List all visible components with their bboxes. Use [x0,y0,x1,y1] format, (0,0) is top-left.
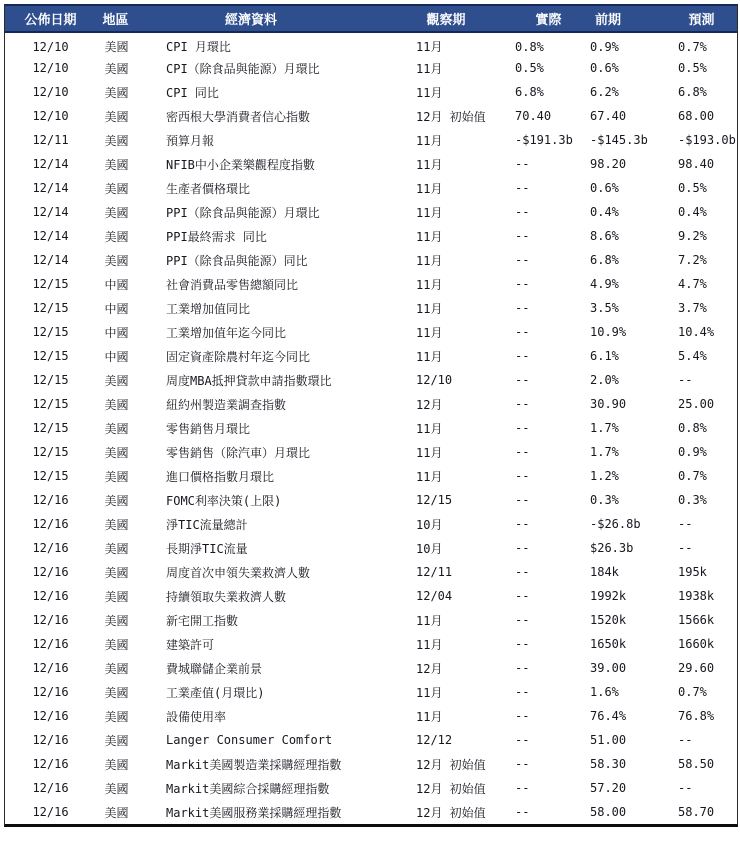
cell-indicator: 持續領取失業救濟人數 [166,589,287,604]
cell-date: 12/16 [32,637,69,651]
column-header-date: 公佈日期 [24,13,77,28]
cell-indicator: 周度首次申領失業救濟人數 [166,565,311,580]
cell-region: 美國 [104,757,129,772]
cell-forecast: 5.4% [678,349,707,363]
cell-date: 12/16 [32,565,69,579]
cell-period: 11月 [416,613,443,628]
cell-region: 美國 [104,40,129,54]
cell-region: 美國 [104,781,129,796]
cell-indicator: 預算月報 [166,133,215,148]
cell-prior: 1.6% [590,685,619,699]
cell-region: 美國 [104,253,129,268]
cell-actual: -- [515,421,530,435]
cell-indicator: 固定資產除農村年迄今同比 [166,349,311,364]
cell-date: 12/14 [32,229,69,243]
column-header-indicator: 經濟資料 [224,13,277,28]
cell-indicator: 費城聯儲企業前景 [166,661,263,676]
cell-period: 12月 [416,397,443,412]
cell-forecast: 0.8% [678,421,707,435]
cell-forecast: 0.5% [678,61,707,75]
cell-period: 11月 [416,277,443,292]
cell-prior: 1650k [590,637,627,651]
cell-prior: 1.2% [590,469,619,483]
cell-region: 美國 [104,181,129,196]
cell-period: 11月 [416,133,443,148]
cell-date: 12/15 [32,277,69,291]
cell-date: 12/16 [32,661,69,675]
cell-forecast: 29.60 [678,661,715,675]
cell-period: 11月 [416,445,443,460]
cell-region: 美國 [104,589,129,604]
cell-indicator: 進口價格指數月環比 [166,469,275,484]
cell-actual: -- [515,325,530,339]
cell-period: 11月 [416,181,443,196]
cell-period: 11月 [416,229,443,244]
cell-actual: -- [515,253,530,267]
cell-forecast: -- [678,781,693,795]
cell-forecast: 3.7% [678,301,707,315]
table-row [5,632,737,656]
cell-forecast: -- [678,733,693,747]
cell-prior: $26.3b [590,541,634,555]
cell-indicator: CPI 同比 [166,85,219,100]
cell-forecast: 10.4% [678,325,715,339]
cell-region: 美國 [104,229,129,244]
cell-date: 12/10 [32,109,69,123]
cell-indicator: 工業產值(月環比) [166,685,265,700]
cell-prior: 57.20 [590,781,627,795]
cell-actual: -- [515,685,530,699]
cell-prior: 0.4% [590,205,619,219]
cell-region: 美國 [104,469,129,484]
cell-indicator: 零售銷售月環比 [166,421,251,436]
cell-region: 美國 [104,493,129,508]
cell-indicator: 設備使用率 [166,709,227,724]
table-row [5,728,737,752]
cell-region: 美國 [104,733,129,748]
cell-region: 中國 [104,325,129,340]
cell-indicator: 零售銷售（除汽車）月環比 [166,445,311,460]
cell-indicator: 新宅開工指數 [166,613,239,628]
cell-indicator: PPI最終需求 同比 [166,229,267,244]
cell-prior: 4.9% [590,277,619,291]
table-row [5,752,737,776]
cell-region: 美國 [104,157,129,172]
cell-forecast: 4.7% [678,277,707,291]
cell-actual: -- [515,445,530,459]
cell-region: 美國 [104,109,129,124]
cell-indicator: NFIB中小企業樂觀程度指數 [166,157,315,172]
cell-date: 12/15 [32,397,69,411]
table-row [5,224,737,248]
table-row [5,320,737,344]
cell-prior: 0.6% [590,61,619,75]
cell-forecast: 98.40 [678,157,715,171]
cell-forecast: 58.50 [678,757,715,771]
cell-prior: 6.1% [590,349,619,363]
cell-period: 12月 [416,661,443,676]
cell-region: 美國 [104,541,129,556]
cell-date: 12/16 [32,733,69,747]
cell-prior: 39.00 [590,661,627,675]
table-row [5,680,737,704]
cell-date: 12/16 [32,685,69,699]
cell-forecast: -$193.0b [678,133,736,147]
cell-date: 12/16 [32,493,69,507]
column-header-actual: 實際 [535,13,562,28]
cell-indicator: 長期淨TIC流量 [166,541,248,556]
cell-forecast: 25.00 [678,397,715,411]
table-row [5,392,737,416]
cell-date: 12/15 [32,445,69,459]
table-row [5,656,737,680]
cell-date: 12/16 [32,517,69,531]
cell-period: 12/04 [416,589,453,603]
cell-actual: -- [515,805,530,819]
cell-prior: 30.90 [590,397,627,411]
cell-region: 美國 [104,709,129,724]
cell-indicator: Markit美國製造業採購經理指數 [166,757,342,772]
cell-date: 12/15 [32,373,69,387]
cell-forecast: 0.9% [678,445,707,459]
cell-actual: -- [515,709,530,723]
cell-prior: 3.5% [590,301,619,315]
cell-actual: 0.5% [515,61,544,75]
cell-prior: 6.2% [590,85,619,99]
table-row [5,104,737,128]
table-row [5,344,737,368]
cell-forecast: 58.70 [678,805,715,819]
cell-date: 12/16 [32,805,69,819]
cell-indicator: Markit美國綜合採購經理指數 [166,781,330,796]
cell-date: 12/15 [32,325,69,339]
table-row [5,56,737,80]
cell-period: 11月 [416,325,443,340]
cell-period: 11月 [416,61,443,76]
cell-actual: -- [515,349,530,363]
cell-indicator: 建築許可 [166,637,215,652]
cell-period: 12/12 [416,733,453,747]
table-row [5,176,737,200]
cell-prior: 0.9% [590,39,619,54]
table-row [5,272,737,296]
cell-date: 12/14 [32,253,69,267]
cell-forecast: 0.3% [678,493,707,507]
cell-date: 12/14 [32,181,69,195]
cell-prior: 8.6% [590,229,619,243]
cell-forecast: 0.4% [678,205,707,219]
cell-actual: -- [515,565,530,579]
cell-actual: -- [515,757,530,771]
cell-period: 11月 [416,421,443,436]
cell-prior: 58.30 [590,757,627,771]
cell-forecast: 195k [678,565,707,579]
cell-indicator: Langer Consumer Comfort [166,733,333,747]
cell-region: 美國 [104,685,129,700]
cell-period: 11月 [416,637,443,652]
cell-period: 12/10 [416,373,453,387]
cell-actual: -- [515,157,530,171]
cell-date: 12/16 [32,709,69,723]
cell-prior: 184k [590,565,619,579]
cell-period: 12/15 [416,493,453,507]
table-row [5,704,737,728]
cell-prior: 51.00 [590,733,627,747]
cell-prior: 58.00 [590,805,627,819]
cell-region: 美國 [104,133,129,148]
cell-period: 12/11 [416,565,453,579]
cell-actual: -- [515,373,530,387]
table-row [5,536,737,560]
cell-prior: 1992k [590,589,627,603]
cell-region: 美國 [104,661,129,676]
cell-actual: -- [515,517,530,531]
cell-date: 12/15 [32,349,69,363]
table-row [5,800,737,824]
table-row [5,368,737,392]
cell-period: 11月 [416,685,443,700]
cell-period: 11月 [416,709,443,724]
cell-date: 12/10 [32,39,69,54]
column-header-period: 觀察期 [426,13,466,28]
table-row [5,248,737,272]
cell-actual: -- [515,205,530,219]
column-header-prior: 前期 [594,13,621,28]
table-row [5,608,737,632]
cell-forecast: 1566k [678,613,715,627]
cell-region: 中國 [104,277,129,292]
cell-prior: 1.7% [590,445,619,459]
cell-region: 美國 [104,517,129,532]
cell-period: 10月 [416,541,443,556]
cell-forecast: 0.5% [678,181,707,195]
table-header-row [5,5,737,32]
column-header-forecast: 預測 [688,13,715,28]
economic-data-table [5,4,737,824]
cell-date: 12/11 [32,133,69,147]
cell-forecast: 68.00 [678,109,715,123]
cell-forecast: 6.8% [678,85,707,99]
cell-period: 10月 [416,517,443,532]
cell-prior: 0.3% [590,493,619,507]
cell-forecast: 9.2% [678,229,707,243]
cell-forecast: 1660k [678,637,715,651]
cell-actual: 6.8% [515,85,544,99]
cell-indicator: 工業增加值年迄今同比 [166,325,287,340]
cell-date: 12/15 [32,301,69,315]
cell-indicator: PPI（除食品與能源）同比 [166,253,308,268]
cell-forecast: 0.7% [678,39,707,54]
cell-region: 美國 [104,805,129,820]
cell-date: 12/16 [32,541,69,555]
table-row [5,464,737,488]
cell-region: 美國 [104,613,129,628]
cell-prior: 2.0% [590,373,619,387]
table-body [5,32,737,824]
cell-forecast: 1938k [678,589,715,603]
cell-prior: 0.6% [590,181,619,195]
cell-region: 美國 [104,205,129,220]
cell-prior: 10.9% [590,325,627,339]
cell-actual: -- [515,613,530,627]
cell-period: 11月 [416,349,443,364]
cell-indicator: 密西根大學消費者信心指數 [166,109,311,124]
cell-period: 11月 [416,253,443,268]
cell-period: 12月 初始值 [416,757,486,772]
table-row [5,584,737,608]
cell-indicator: PPI（除食品與能源）月環比 [166,205,320,220]
cell-actual: -- [515,229,530,243]
cell-region: 美國 [104,421,129,436]
cell-period: 11月 [416,157,443,172]
cell-actual: -- [515,301,530,315]
cell-actual: -- [515,781,530,795]
cell-indicator: CPI（除食品與能源）月環比 [166,61,320,76]
cell-date: 12/15 [32,469,69,483]
cell-indicator: 社會消費品零售總額同比 [166,277,299,292]
cell-region: 中國 [104,349,129,364]
cell-indicator: 淨TIC流量總計 [166,517,248,532]
cell-region: 美國 [104,85,129,100]
cell-indicator: 工業增加值同比 [166,301,251,316]
cell-prior: -$26.8b [590,517,641,531]
cell-period: 12月 初始值 [416,109,486,124]
cell-period: 11月 [416,205,443,220]
table-row [5,776,737,800]
cell-region: 美國 [104,61,129,76]
table-row [5,416,737,440]
table-row [5,296,737,320]
cell-indicator: 紐約州製造業調查指數 [166,397,287,412]
cell-prior: 98.20 [590,157,627,171]
cell-forecast: 7.2% [678,253,707,267]
cell-region: 美國 [104,565,129,580]
cell-actual: -- [515,493,530,507]
cell-period: 11月 [416,469,443,484]
cell-date: 12/16 [32,589,69,603]
cell-actual: -- [515,469,530,483]
cell-date: 12/16 [32,757,69,771]
cell-forecast: -- [678,541,693,555]
cell-forecast: 76.8% [678,709,715,723]
cell-date: 12/15 [32,421,69,435]
table-row [5,488,737,512]
table-row [5,200,737,224]
table-row [5,560,737,584]
cell-prior: 67.40 [590,109,627,123]
cell-actual: -$191.3b [515,133,573,147]
cell-indicator: Markit美國服務業採購經理指數 [166,805,342,820]
cell-prior: -$145.3b [590,133,648,147]
table-row [5,128,737,152]
cell-period: 11月 [416,40,443,54]
cell-actual: -- [515,397,530,411]
cell-indicator: FOMC利率決策(上限) [166,493,282,508]
table-row [5,80,737,104]
economic-calendar-panel [4,4,738,827]
table-row [5,32,737,56]
table-row [5,152,737,176]
cell-prior: 6.8% [590,253,619,267]
cell-actual: -- [515,637,530,651]
column-header-region: 地區 [102,13,129,28]
cell-prior: 76.4% [590,709,627,723]
cell-actual: -- [515,661,530,675]
cell-actual: -- [515,277,530,291]
cell-period: 12月 初始值 [416,805,486,820]
cell-forecast: -- [678,517,693,531]
cell-date: 12/16 [32,781,69,795]
cell-actual: -- [515,589,530,603]
cell-actual: -- [515,733,530,747]
cell-forecast: -- [678,373,693,387]
cell-indicator: 周度MBA抵押貸款申請指數環比 [166,373,332,388]
cell-indicator: 生產者價格環比 [166,181,251,196]
cell-indicator: CPI 月環比 [166,40,231,54]
table-row [5,512,737,536]
cell-date: 12/16 [32,613,69,627]
cell-date: 12/14 [32,157,69,171]
cell-date: 12/10 [32,61,69,75]
cell-prior: 1520k [590,613,627,627]
cell-forecast: 0.7% [678,685,707,699]
cell-date: 12/10 [32,85,69,99]
cell-region: 美國 [104,373,129,388]
cell-region: 中國 [104,301,129,316]
cell-forecast: 0.7% [678,469,707,483]
cell-period: 11月 [416,85,443,100]
cell-prior: 1.7% [590,421,619,435]
cell-actual: -- [515,541,530,555]
cell-date: 12/14 [32,205,69,219]
cell-period: 12月 初始值 [416,781,486,796]
table-row [5,440,737,464]
cell-actual: 70.40 [515,109,552,123]
cell-period: 11月 [416,301,443,316]
cell-actual: 0.8% [515,39,544,54]
cell-region: 美國 [104,445,129,460]
cell-region: 美國 [104,637,129,652]
cell-region: 美國 [104,397,129,412]
cell-actual: -- [515,181,530,195]
